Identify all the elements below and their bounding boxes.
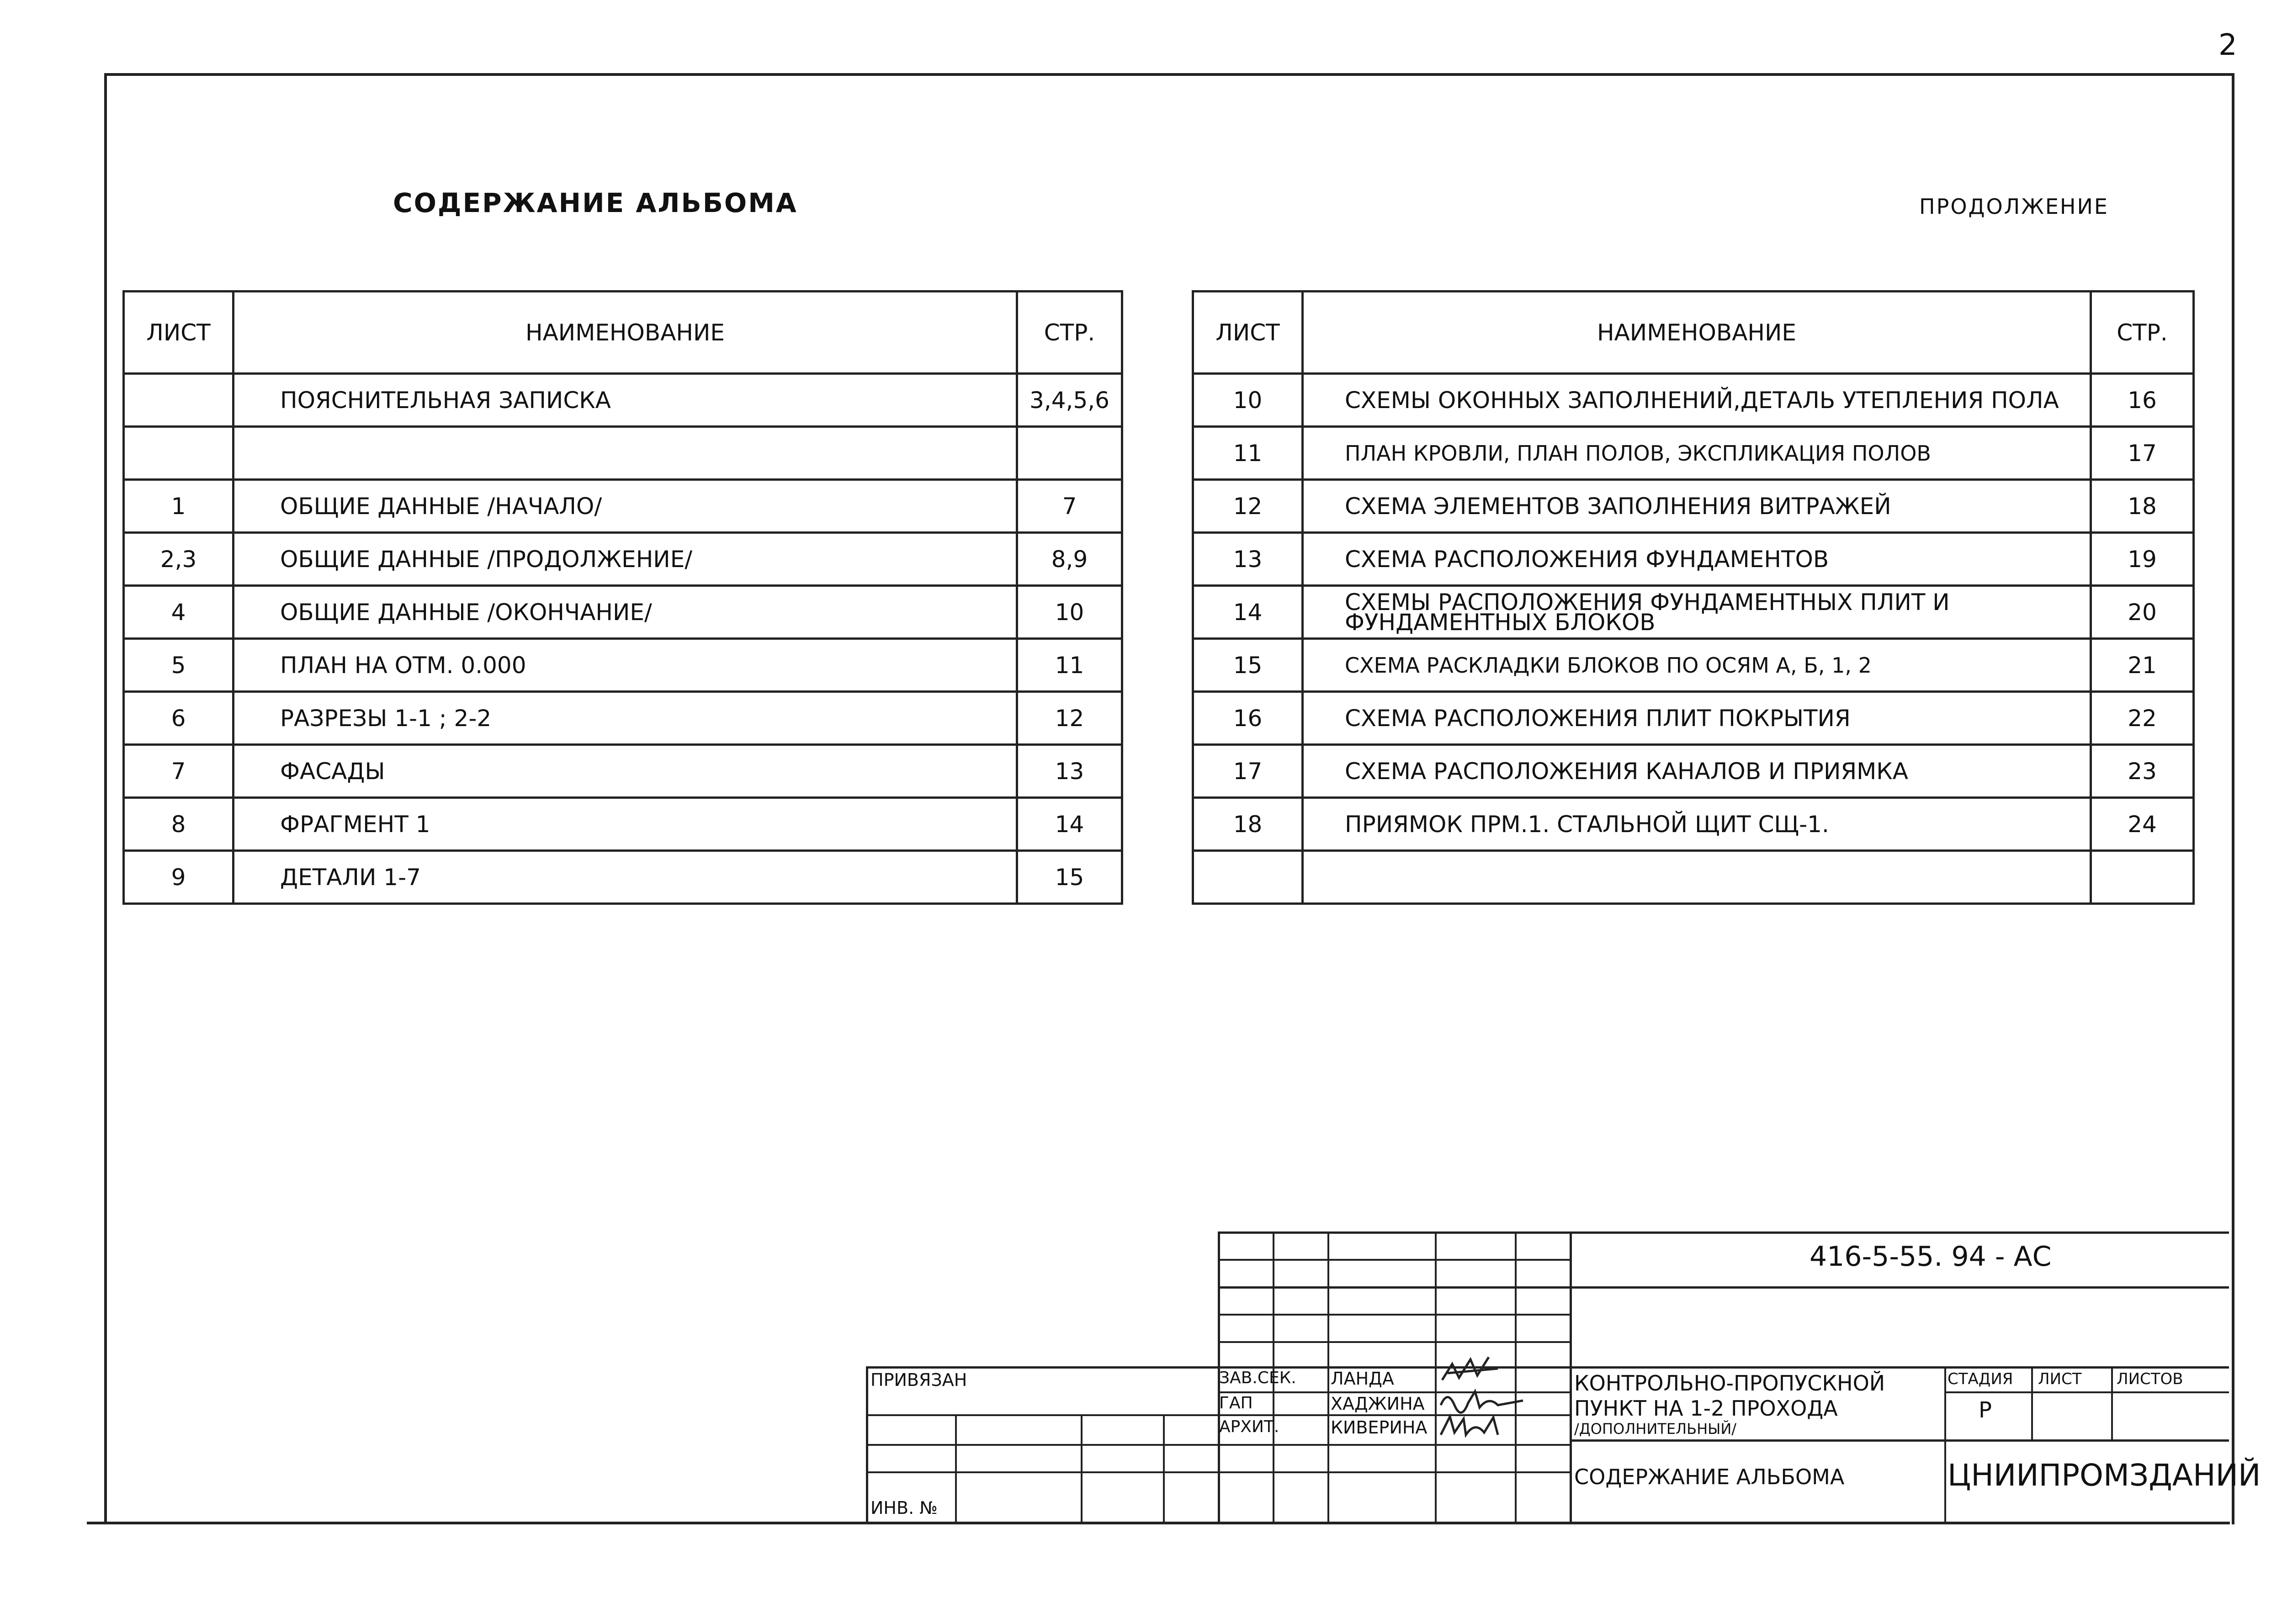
- row-page: 10: [1017, 586, 1122, 639]
- row-page: 16: [2091, 374, 2194, 427]
- person-name: ХАДЖИНА: [1331, 1394, 1425, 1414]
- privyazan-label: ПРИВЯЗАН: [870, 1370, 967, 1390]
- row-page: 24: [2091, 798, 2194, 851]
- row-name: РАЗРЕЗЫ 1-1 ; 2-2: [234, 692, 1017, 745]
- row-name: СХЕМА ЭЛЕМЕНТОВ ЗАПОЛНЕНИЯ ВИТРАЖЕЙ: [1303, 480, 2091, 533]
- row-name: ФРАГМЕНТ 1: [234, 798, 1017, 851]
- project-title-line3: /ДОПОЛНИТЕЛЬНЫЙ/: [1574, 1420, 1737, 1438]
- row-name: СХЕМЫ РАСПОЛОЖЕНИЯ ФУНДАМЕНТНЫХ ПЛИТ И ФУНДАМЕНТНЫХ БЛОКОВ: [1303, 586, 2091, 639]
- signature-kiverina: [1438, 1412, 1516, 1439]
- row-name: ПОЯСНИТЕЛЬНАЯ ЗАПИСКА: [234, 374, 1017, 427]
- inventory-number-label: ИНВ. №: [870, 1498, 938, 1518]
- row-page: 17: [2091, 427, 2194, 480]
- row-sheet: 14: [1193, 586, 1303, 639]
- row-sheet: 1: [124, 480, 234, 533]
- row-name: ПРИЯМОК ПРМ.1. СТАЛЬНОЙ ЩИТ СЩ-1.: [1303, 798, 2091, 851]
- row-sheet: 2,3: [124, 533, 234, 586]
- row-page: 21: [2091, 639, 2194, 692]
- row-page: 23: [2091, 745, 2194, 798]
- row-page: 7: [1017, 480, 1122, 533]
- row-name: ОБЩИЕ ДАННЫЕ /ПРОДОЛЖЕНИЕ/: [234, 533, 1017, 586]
- row-page: 15: [1017, 851, 1122, 904]
- row-page: 12: [1017, 692, 1122, 745]
- row-name: СХЕМА РАСПОЛОЖЕНИЯ ФУНДАМЕНТОВ: [1303, 533, 2091, 586]
- row-name: ДЕТАЛИ 1-7: [234, 851, 1017, 904]
- row-page: 13: [1017, 745, 1122, 798]
- row-name: СХЕМА РАСКЛАДКИ БЛОКОВ ПО ОСЯМ А, Б, 1, 2: [1303, 639, 2091, 692]
- header-page: СТР.: [1017, 292, 1122, 374]
- row-sheet: 5: [124, 639, 234, 692]
- row-sheet: 8: [124, 798, 234, 851]
- person-name: КИВЕРИНА: [1331, 1417, 1428, 1438]
- row-name: ОБЩИЕ ДАННЫЕ /ОКОНЧАНИЕ/: [234, 586, 1017, 639]
- role-label: ГАП: [1219, 1394, 1253, 1412]
- row-sheet: 16: [1193, 692, 1303, 745]
- row-page: 20: [2091, 586, 2194, 639]
- row-page: 19: [2091, 533, 2194, 586]
- row-page: 8,9: [1017, 533, 1122, 586]
- row-sheet: 6: [124, 692, 234, 745]
- row-sheet: 17: [1193, 745, 1303, 798]
- header-page: СТР.: [2091, 292, 2194, 374]
- signature-landa: [1438, 1355, 1516, 1387]
- row-name: ПЛАН НА ОТМ. 0.000: [234, 639, 1017, 692]
- row-name: ФАСАДЫ: [234, 745, 1017, 798]
- row-sheet: 13: [1193, 533, 1303, 586]
- header-name: НАИМЕНОВАНИЕ: [1303, 292, 2091, 374]
- project-title-line1: КОНТРОЛЬНО-ПРОПУСКНОЙ: [1574, 1371, 1885, 1396]
- person-name: ЛАНДА: [1331, 1369, 1394, 1389]
- sheet-label: ЛИСТ: [2038, 1370, 2082, 1388]
- continuation-label: ПРОДОЛЖЕНИЕ: [1919, 194, 2109, 219]
- row-sheet: 18: [1193, 798, 1303, 851]
- row-sheet: 7: [124, 745, 234, 798]
- row-sheet: 10: [1193, 374, 1303, 427]
- row-sheet: 15: [1193, 639, 1303, 692]
- project-title-line2: ПУНКТ НА 1-2 ПРОХОДА: [1574, 1396, 1838, 1421]
- row-name: ОБЩИЕ ДАННЫЕ /НАЧАЛО/: [234, 480, 1017, 533]
- row-page: 18: [2091, 480, 2194, 533]
- row-name: СХЕМЫ ОКОННЫХ ЗАПОЛНЕНИЙ,ДЕТАЛЬ УТЕПЛЕНИЯ ПОЛА: [1303, 374, 2091, 427]
- row-sheet: 11: [1193, 427, 1303, 480]
- role-label: АРХИТ.: [1219, 1417, 1279, 1436]
- row-name: СХЕМА РАСПОЛОЖЕНИЯ ПЛИТ ПОКРЫТИЯ: [1303, 692, 2091, 745]
- role-label: ЗАВ.СЕК.: [1219, 1369, 1296, 1387]
- row-page: 11: [1017, 639, 1122, 692]
- row-name: СХЕМА РАСПОЛОЖЕНИЯ КАНАЛОВ И ПРИЯМКА: [1303, 745, 2091, 798]
- page-number: 2: [2218, 28, 2239, 62]
- row-sheet: 4: [124, 586, 234, 639]
- stage-label: СТАДИЯ: [1948, 1370, 2013, 1388]
- row-page: 22: [2091, 692, 2194, 745]
- row-sheet: 9: [124, 851, 234, 904]
- header-sheet: ЛИСТ: [1193, 292, 1303, 374]
- header-sheet: ЛИСТ: [124, 292, 234, 374]
- header-name: НАИМЕНОВАНИЕ: [234, 292, 1017, 374]
- row-page: 14: [1017, 798, 1122, 851]
- organization-name: ЦНИИПРОМЗДАНИЙ: [1948, 1458, 2261, 1493]
- signature-khadzhina: [1438, 1387, 1525, 1414]
- stage-value: Р: [1979, 1397, 1992, 1423]
- document-code: 416-5-55. 94 - АС: [1810, 1241, 2052, 1273]
- sheet-title: СОДЕРЖАНИЕ АЛЬБОМА: [1574, 1465, 1845, 1489]
- row-name: ПЛАН КРОВЛИ, ПЛАН ПОЛОВ, ЭКСПЛИКАЦИЯ ПОЛОВ: [1303, 427, 2091, 480]
- row-page: 3,4,5,6: [1017, 374, 1122, 427]
- page-title: СОДЕРЖАНИЕ АЛЬБОМА: [393, 187, 798, 218]
- sheets-label: ЛИСТОВ: [2117, 1370, 2183, 1388]
- row-sheet: 12: [1193, 480, 1303, 533]
